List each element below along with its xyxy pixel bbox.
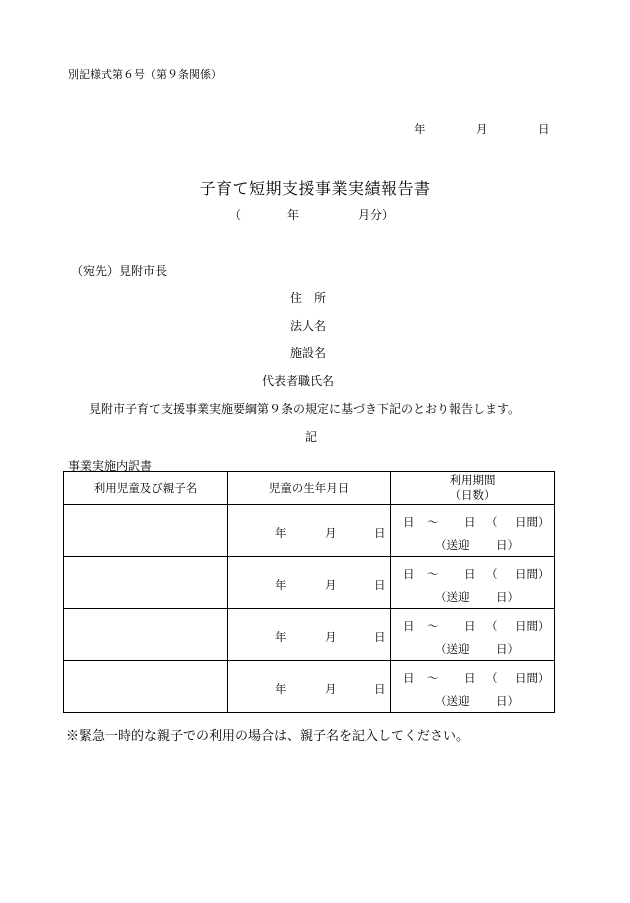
days-label: 日間）	[515, 619, 550, 633]
corporation-label: 法人名	[290, 319, 327, 333]
dob-day-label: 日	[374, 630, 386, 644]
name-cell[interactable]	[64, 505, 228, 557]
pickup-days-label: 日）	[496, 590, 519, 604]
pickup-label: （送迎	[435, 538, 470, 552]
date-month-label: 月	[476, 122, 488, 136]
table-row	[64, 557, 555, 609]
address-label: 住 所	[290, 291, 327, 305]
days-label: 日間）	[515, 671, 550, 685]
period-month-label: 月分）	[358, 208, 395, 222]
days-open-paren: （	[486, 671, 498, 685]
days-label: 日間）	[515, 567, 550, 581]
pickup-label: （送迎	[435, 590, 470, 604]
header-period	[391, 472, 555, 505]
from-day-label: 日	[403, 567, 415, 581]
header-birthdate: 児童の生年月日	[228, 472, 391, 505]
pickup-days-label: 日）	[496, 642, 519, 656]
period-open-paren: （	[229, 208, 242, 222]
name-cell[interactable]	[64, 609, 228, 661]
table-caption: 事業実施内訳書	[68, 459, 153, 473]
dob-year-label: 年	[275, 526, 287, 540]
body-text: 見附市子育て支援事業実施要綱第９条の規定に基づき下記のとおり報告します。	[89, 402, 521, 416]
birthdate-cell[interactable]	[228, 609, 391, 661]
pickup-days-label: 日）	[496, 538, 519, 552]
representative-label: 代表者職氏名	[262, 374, 335, 388]
tilde: ～	[427, 619, 439, 633]
pickup-label: （送迎	[435, 642, 470, 656]
dob-day-label: 日	[374, 682, 386, 696]
facility-label: 施設名	[290, 346, 327, 360]
period-cell[interactable]	[391, 661, 555, 713]
days-open-paren: （	[486, 619, 498, 633]
dob-year-label: 年	[275, 630, 287, 644]
addressee: （宛先）見附市長	[71, 264, 168, 278]
dob-year-label: 年	[275, 682, 287, 696]
to-day-label: 日	[464, 671, 476, 685]
tilde: ～	[427, 671, 439, 685]
birthdate-cell[interactable]	[228, 661, 391, 713]
footnote: ※緊急一時的な親子での利用の場合は、親子名を記入してください。	[66, 729, 470, 744]
dob-month-label: 月	[325, 630, 337, 644]
date-day-label: 日	[538, 122, 550, 136]
dob-month-label: 月	[325, 682, 337, 696]
table-header-row	[64, 472, 555, 505]
from-day-label: 日	[403, 515, 415, 529]
date-year-label: 年	[414, 122, 426, 136]
dob-month-label: 月	[325, 526, 337, 540]
tilde: ～	[427, 515, 439, 529]
days-open-paren: （	[486, 515, 498, 529]
name-cell[interactable]	[64, 661, 228, 713]
report-table	[63, 471, 555, 713]
dob-day-label: 日	[374, 526, 386, 540]
header-period-line1: 利用期間	[449, 473, 496, 487]
form-number: 別記様式第６号（第９条関係）	[68, 68, 222, 81]
days-label: 日間）	[515, 515, 550, 529]
period-cell[interactable]	[391, 505, 555, 557]
to-day-label: 日	[464, 619, 476, 633]
table-row	[64, 505, 555, 557]
to-day-label: 日	[464, 515, 476, 529]
birthdate-cell[interactable]	[228, 557, 391, 609]
dob-year-label: 年	[275, 578, 287, 592]
from-day-label: 日	[403, 671, 415, 685]
from-day-label: 日	[403, 619, 415, 633]
pickup-label: （送迎	[435, 694, 470, 708]
table-row	[64, 609, 555, 661]
days-open-paren: （	[486, 567, 498, 581]
table-row	[64, 661, 555, 713]
header-name: 利用児童及び親子名	[64, 472, 228, 505]
name-cell[interactable]	[64, 557, 228, 609]
document-title: 子育て短期支援事業実績報告書	[199, 179, 431, 198]
tilde: ～	[427, 567, 439, 581]
period-year-label: 年	[287, 208, 300, 222]
to-day-label: 日	[464, 567, 476, 581]
period-cell[interactable]	[391, 609, 555, 661]
header-period-line2: （日数）	[449, 488, 496, 502]
ki-heading: 記	[305, 430, 318, 444]
period-cell[interactable]	[391, 557, 555, 609]
dob-day-label: 日	[374, 578, 386, 592]
dob-month-label: 月	[325, 578, 337, 592]
birthdate-cell[interactable]	[228, 505, 391, 557]
pickup-days-label: 日）	[496, 694, 519, 708]
